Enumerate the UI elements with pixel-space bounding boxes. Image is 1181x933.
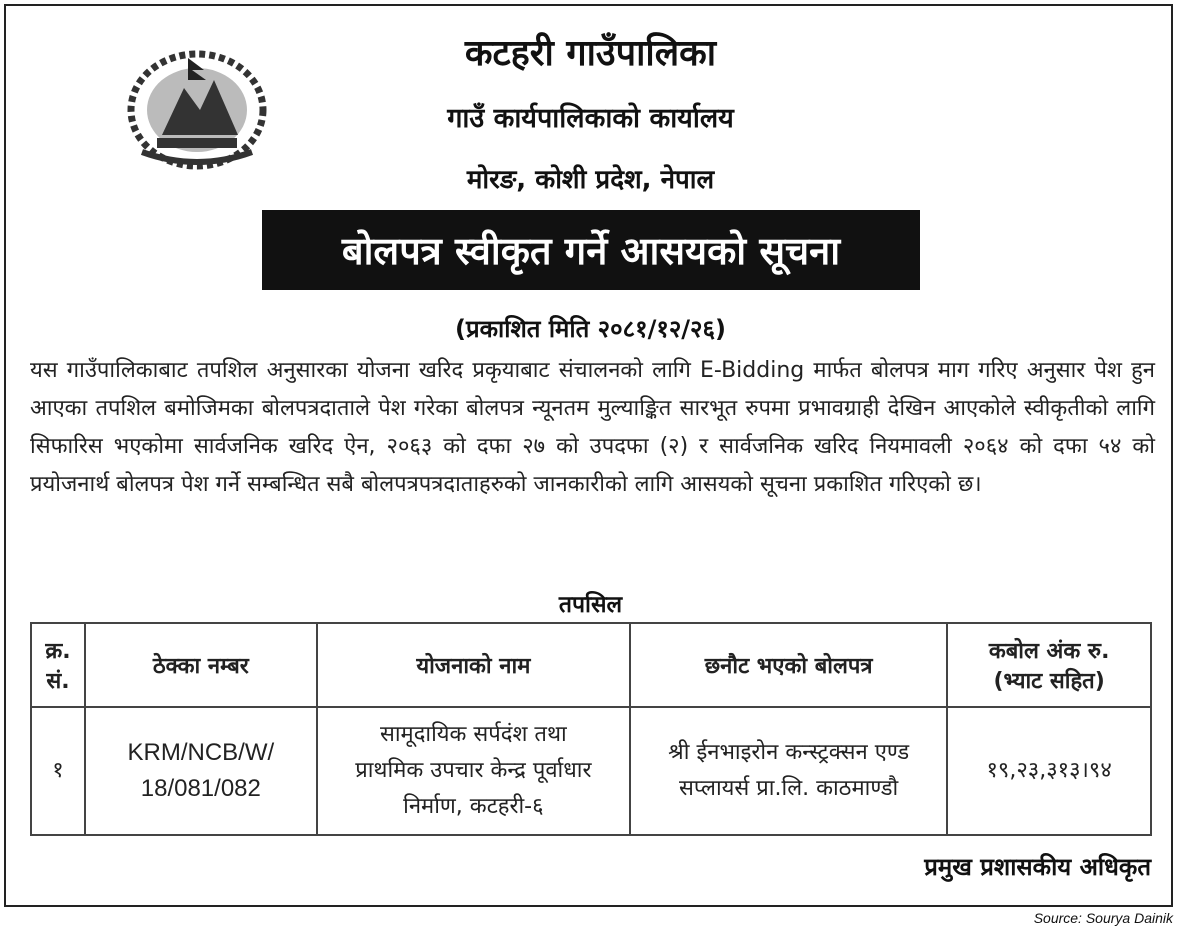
notice-body: यस गाउँपालिकाबाट तपशिल अनुसारका योजना खरिद प्रकृयाबाट संचालनको लागि E-Bidding मार्फत बोलपत्र माग गरिए अनुसार पेश हुन आएका तपशिल बमोजिमका बोलपत्रदाताले पेश गरेका बोलपत्र न्यूनतम मुल्याङ्कित सारभूत रुपमा प्रभावग्राही देखिन आएकोले स्वीकृतीको लागि सिफारिस भएकोमा सार्वजनिक खरिद ऐन, २०६३ को दफा २७ को उपदफा (२) र सार्वजनिक खरिद नियमावली २०६४ को दफा ५४ को प्रयोजनार्थ बोलपत्र पेश गर्ने सम्बन्धित सबै बोलपत्रपत्रदाताहरुको जानकारीको लागि आसयको सूचना प्रकाशित गरिएको छ। [30, 358, 1155, 497]
office-name: गाउँ कार्यपालिकाको कार्यालय [447, 103, 734, 134]
project-line1: सामूदायिक सर्पदंश तथा [379, 722, 567, 747]
header-amount [947, 623, 1151, 707]
cell-contract-no [85, 707, 317, 835]
cell-bidder [630, 707, 947, 835]
notice-title-banner [262, 210, 920, 290]
header-amount-line2: (भ्याट सहित) [993, 669, 1105, 694]
contract-no-line1: KRM/NCB/W/ [127, 739, 275, 766]
cell-sn: १ [31, 707, 85, 835]
address: मोरङ, कोशी प्रदेश, नेपाल [466, 165, 715, 195]
project-line2: प्राथमिक उपचार केन्द्र पूर्वाधार [355, 758, 592, 783]
header-sn-line2: सं. [46, 669, 70, 694]
bid-table [30, 622, 1152, 836]
bidder-line1: श्री ईनभाइरोन कन्स्ट्रक्सन एण्ड [668, 740, 910, 765]
table-caption: तपसिल [558, 592, 623, 618]
header-sn [31, 623, 85, 707]
table-header-row [31, 623, 1151, 707]
header-project-name: योजनाको नाम [317, 623, 630, 707]
published-date: (प्रकाशित मिति २०८१/१२/२६) [454, 315, 726, 343]
header-sn-line1: क्र. [45, 639, 71, 664]
project-line3: निर्माण, कटहरी-६ [403, 794, 544, 819]
contract-no-line2: 18/081/082 [140, 775, 261, 802]
header-contract-no: ठेक्का नम्बर [85, 623, 317, 707]
table-row [31, 707, 1151, 835]
cell-project-name [317, 707, 630, 835]
notice-title: बोलपत्र स्वीकृत गर्ने आसयको सूचना [341, 229, 841, 273]
signatory-title: प्रमुख प्रशासकीय अधिकृत [924, 853, 1151, 881]
cell-amount: १९,२३,३१३।९४ [947, 707, 1151, 835]
header-amount-line1: कबोल अंक रु. [988, 639, 1110, 664]
municipality-title: कटहरी गाउँपालिका [464, 33, 717, 74]
bidder-line2: सप्लायर्स प्रा.लि. काठमाण्डौ [679, 776, 899, 801]
header-selected-bid: छनौट भएको बोलपत्र [630, 623, 947, 707]
source-credit: Source: Sourya Dainik [1033, 910, 1173, 926]
